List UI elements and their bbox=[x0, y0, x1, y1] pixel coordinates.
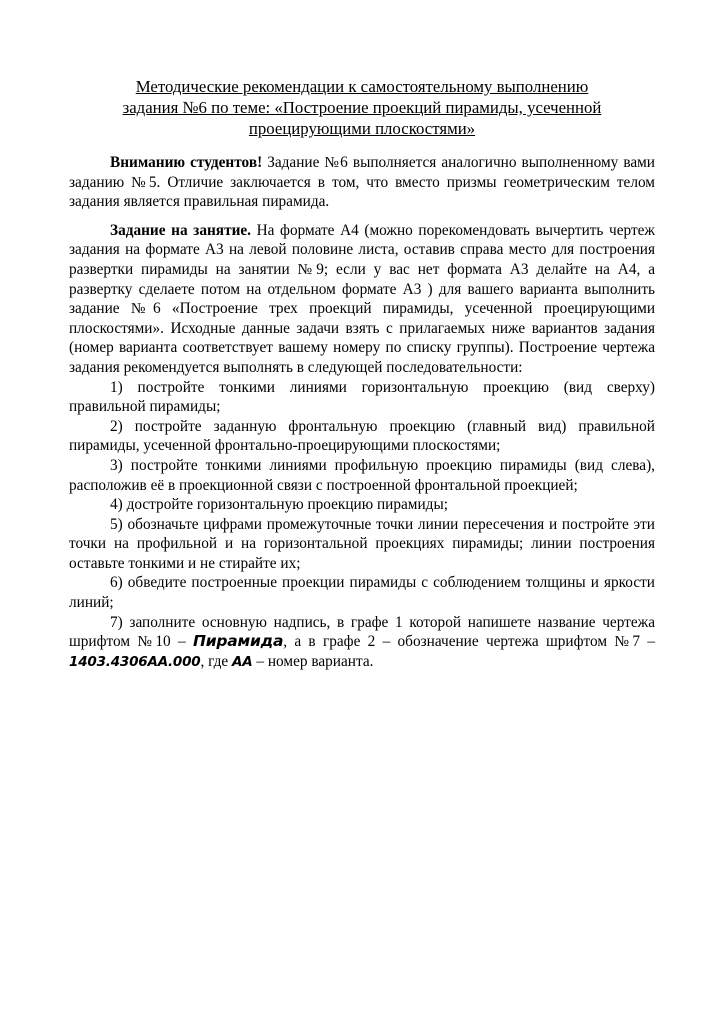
attention-paragraph bbox=[69, 153, 655, 212]
title-line-3: проецирующими плоскостями» bbox=[248, 119, 476, 138]
document-body bbox=[69, 76, 655, 672]
step-5: 5) обозначьте цифрами промежуточные точки линии пересечения и постройте эти точки на профильной и на горизонтальной проекциях пирамиды; линии построения оставьте тонкими и не стирайте их; bbox=[69, 515, 655, 572]
attention-lead: Вниманию студентов! bbox=[110, 154, 263, 171]
task-text: На формате А4 (можно порекомендовать вычертить чертеж задания на формате А3 на левой половине листа, оставив справа место для построения развертки пирамиды на занятии №9; если у вас нет формата А3 делайте на А4, а развертку сделаете потом на отдельном формате А3 ) для вашего варианта выполнить задание №6 «Построение трех проекций пирамиды, усеченной проецирующими плоскостями». Исходные данные задачи взять с прилагаемых ниже вариантов задания (номер варианта соответствует вашему номеру по списку группы). Построение чертежа задания рекомендуется выполнять в следующей последовательности: bbox=[69, 221, 655, 376]
title-line-2: задания №6 по теме: «Построение проекций пирамиды, усеченной bbox=[122, 98, 602, 117]
step-7-part-1: 7) заполните основную надпись, в графе 1 которой напишете название чертежа шрифтом №10 – bbox=[69, 613, 655, 651]
step-6: 6) обведите построенные проекции пирамиды с соблюдением толщины и яркости линий; bbox=[69, 574, 655, 612]
step-7 bbox=[69, 613, 655, 673]
font-sample-variant: АА bbox=[232, 653, 253, 670]
task-paragraph bbox=[69, 221, 655, 378]
step-7-part-3: , где bbox=[200, 652, 233, 670]
document-title bbox=[69, 76, 655, 139]
step-1: 1) постройте тонкими линиями горизонтальную проекцию (вид сверху) правильной пирамиды; bbox=[69, 378, 655, 416]
attention-text: Задание №6 выполняется аналогично выполненному вами заданию №5. Отличие заключается в том, что вместо призмы геометрическим телом задания является правильная пирамида. bbox=[69, 154, 655, 211]
step-7-part-2: , а в графе 2 – обозначение чертежа шрифтом №7 – bbox=[283, 633, 655, 651]
task-lead: Задание на занятие. bbox=[110, 221, 252, 239]
step-7-part-4: – номер варианта. bbox=[252, 652, 374, 670]
step-2: 2) постройте заданную фронтальную проекцию (главный вид) правильной пирамиды, усеченной фронтально-проецирующими плоскостями; bbox=[69, 417, 655, 455]
step-3: 3) постройте тонкими линиями профильную проекцию пирамиды (вид слева), расположив её в проекционной связи с построенной фронтальной проекцией; bbox=[69, 456, 655, 494]
font-sample-name: Пирамида bbox=[192, 632, 284, 651]
font-sample-code: 1403.4306АА.000 bbox=[69, 653, 201, 670]
step-4: 4) достройте горизонтальную проекцию пирамиды; bbox=[110, 496, 448, 514]
title-line-1: Методические рекомендации к самостоятельному выполнению bbox=[135, 77, 589, 96]
